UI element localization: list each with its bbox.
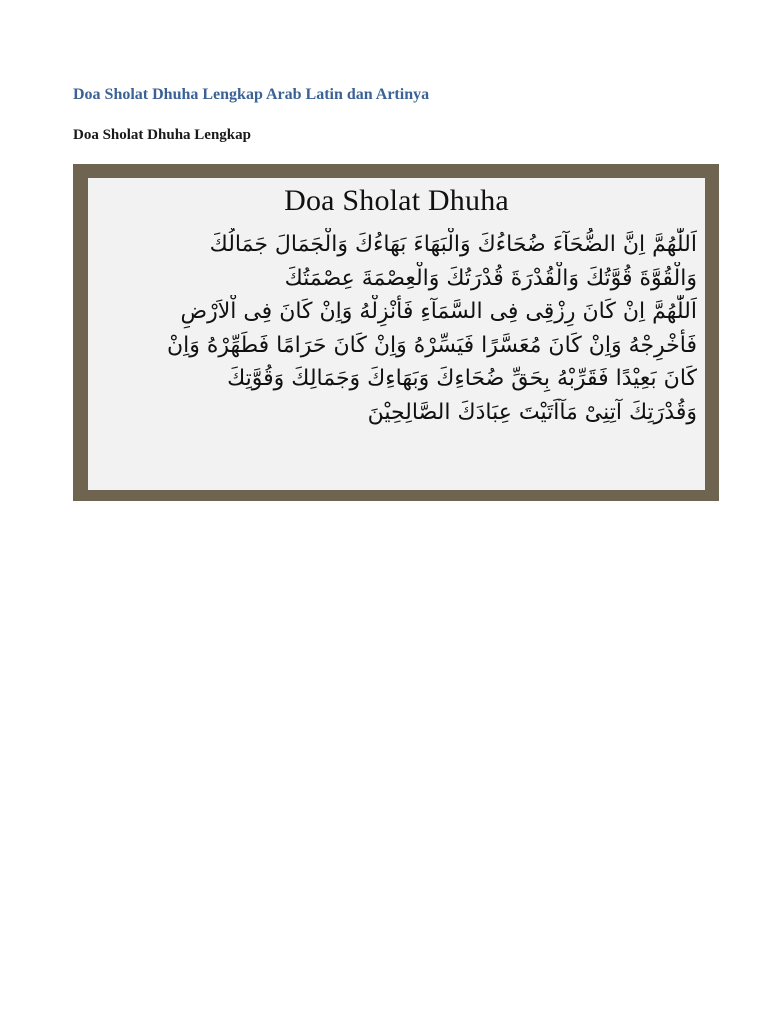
- doa-image-frame: [73, 164, 719, 501]
- arabic-line-3: اَللّٰهُمَّ اِنْ كَانَ رِزْقِى فِى السَّمَآءِ فَأَنْزِلْهُ وَاِنْ كَانَ فِى اْلاَرْضِ: [180, 299, 697, 324]
- arabic-line-2: وَالْقُوَّةَ قُوَّتُكَ وَالْقُدْرَةَ قُدْرَتُكَ وَالْعِصْمَةَ عِصْمَتُكَ: [284, 265, 697, 291]
- arabic-line-6: وَقُدْرَتِكَ آتِنِىْ مَآاَتَيْتَ عِبَادَكَ الصَّالِحِيْنَ: [367, 399, 697, 425]
- arabic-line-4: فَأَخْرِجْهُ وَاِنْ كَانَ مُعَسَّرًا فَيَسِّرْهُ وَاِنْ كَانَ حَرَامًا فَطَهِّرْهُ وَاِنْ: [166, 332, 697, 358]
- doa-image: [88, 178, 705, 490]
- section-subtitle: Doa Sholat Dhuha Lengkap: [73, 127, 251, 143]
- article-title: Doa Sholat Dhuha Lengkap Arab Latin dan Artinya: [73, 86, 430, 103]
- doa-image-title: Doa Sholat Dhuha: [284, 184, 509, 217]
- arabic-line-5: كَانَ بَعِيْدًا فَقَرِّبْهُ بِحَقِّ ضُحَاءِكَ وَبَهَاءِكَ وَجَمَالِكَ وَقُوَّتِكَ: [227, 366, 697, 391]
- arabic-line-1: اَللّٰهُمَّ اِنَّ الضُّحَآءَ ضُحَاءُكَ وَالْبَهَاءَ بَهَاءُكَ وَالْجَمَالَ جَمَالُكَ: [209, 232, 697, 257]
- arabic-text-block: [96, 228, 697, 429]
